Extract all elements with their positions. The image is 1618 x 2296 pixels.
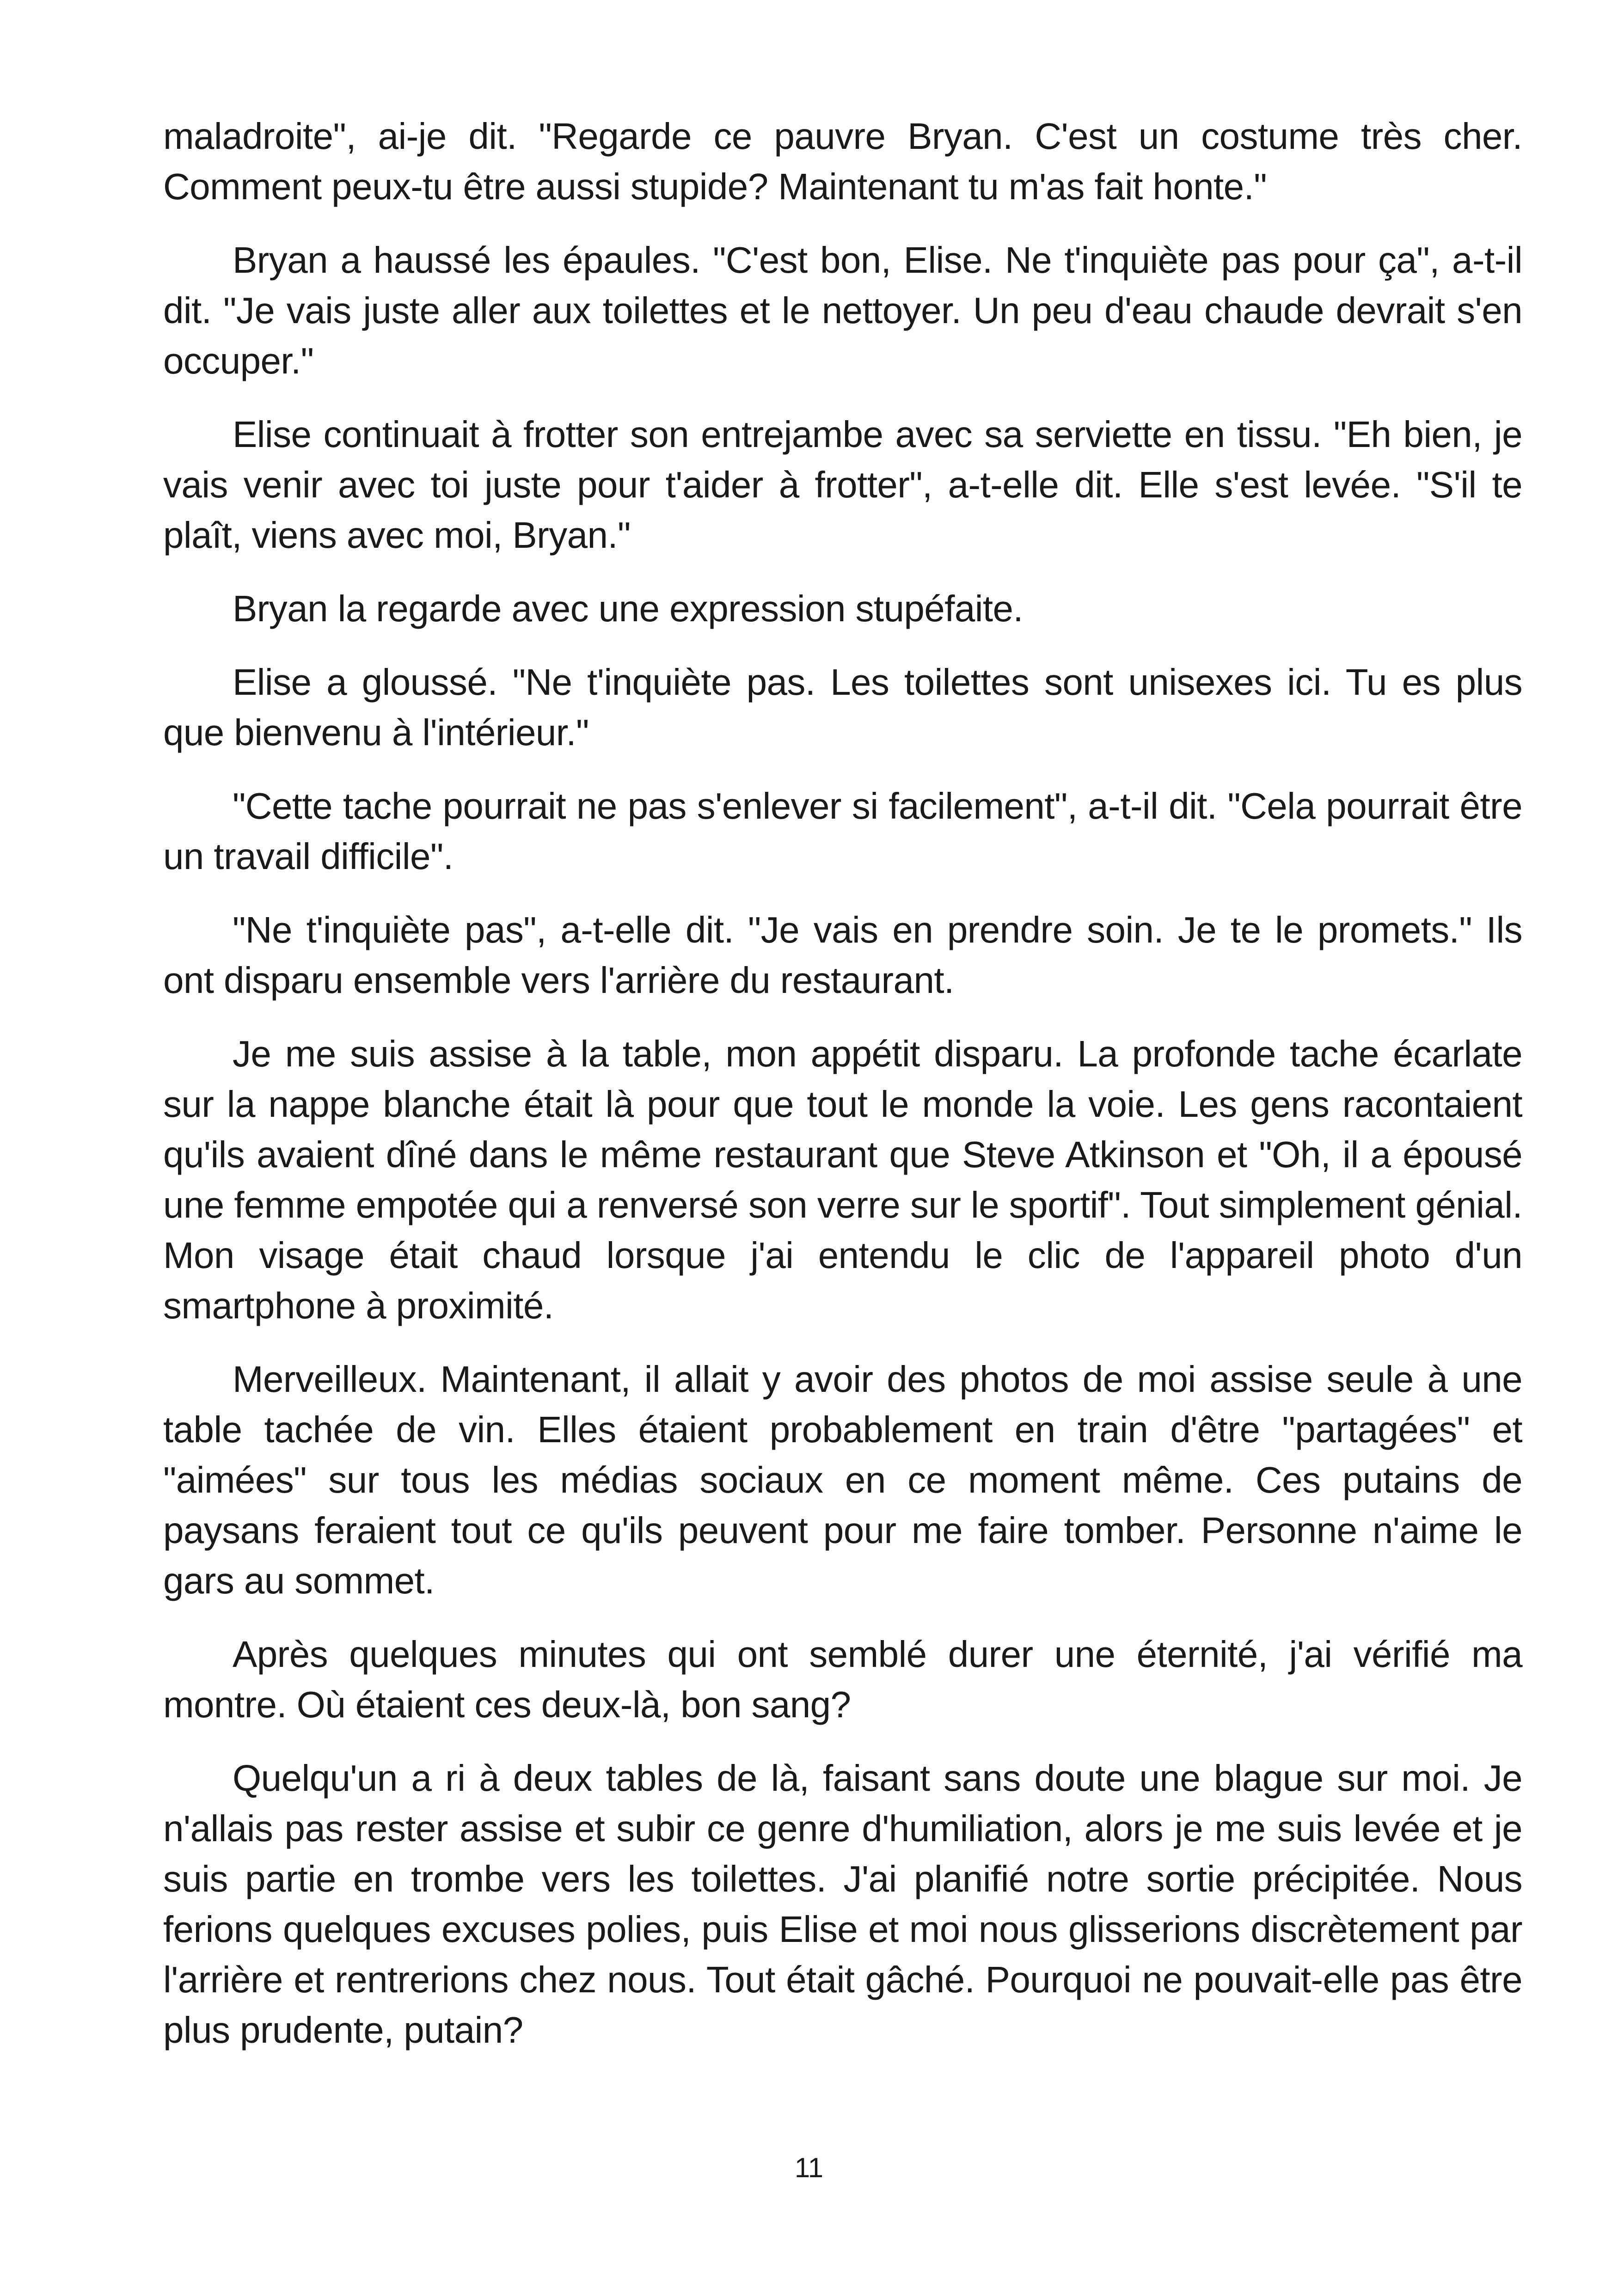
paragraph-3: Elise continuait à frotter son entrejambe avec sa serviette en tissu. "Eh bien, je vais venir avec toi juste pour t'aider à frotter", a-t-elle dit. Elle s'est levée. "S'il te plaît, viens avec moi, Bryan." bbox=[163, 414, 1522, 556]
body-text bbox=[163, 111, 1522, 2078]
paragraph-9: Merveilleux. Maintenant, il allait y avoir des photos de moi assise seule à une table tachée de vin. Elles étaient probablement en train d'être "partagées" et "aimées" sur tous les médias sociaux en ce moment même. Ces putains de paysans feraient tout ce qu'ils peuvent pour me faire tomber. Personne n'aime le gars au sommet. bbox=[163, 1359, 1522, 1601]
paragraph-10: Après quelques minutes qui ont semblé durer une éternité, j'ai vérifié ma montre. Où étaient ces deux-là, bon sang? bbox=[163, 1634, 1522, 1725]
page-number: 11 bbox=[794, 2152, 824, 2183]
paragraph-7: "Ne t'inquiète pas", a-t-elle dit. "Je vais en prendre soin. Je te le promets." Ils ont disparu ensemble vers l'arrière du restaurant. bbox=[163, 909, 1522, 1001]
paragraph-1: maladroite", ai-je dit. "Regarde ce pauvre Bryan. C'est un costume très cher. Comment peux-tu être aussi stupide? Maintenant tu m'as fait honte." bbox=[163, 116, 1522, 207]
paragraph-2: Bryan a haussé les épaules. "C'est bon, Elise. Ne t'inquiète pas pour ça", a-t-il dit. "Je vais juste aller aux toilettes et le nettoyer. Un peu d'eau chaude devrait s'en occuper." bbox=[163, 239, 1522, 381]
paragraph-11: Quelqu'un a ri à deux tables de là, faisant sans doute une blague sur moi. Je n'allais pas rester assise et subir ce genre d'humiliation, alors je me suis levée et je suis partie en trombe vers les toilettes. J'ai planifié notre sortie précipitée. Nous ferions quelques excuses polies, puis Elise et moi nous glisserions discrètement par l'arrière et rentrerions chez nous. Tout était gâché. Pourquoi ne pouvait-elle pas être plus prudente, putain? bbox=[163, 1757, 1522, 2051]
paragraph-8: Je me suis assise à la table, mon appétit disparu. La profonde tache écarlate sur la nappe blanche était là pour que tout le monde la voie. Les gens racontaient qu'ils avaient dîné dans le même restaurant que Steve Atkinson et "Oh, il a épousé une femme empotée qui a renversé son verre sur le sportif". Tout simplement génial. Mon visage était chaud lorsque j'ai entendu le clic de l'appareil photo d'un smartphone à proximité. bbox=[163, 1033, 1522, 1326]
paragraph-5: Elise a gloussé. "Ne t'inquiète pas. Les toilettes sont unisexes ici. Tu es plus que bienvenu à l'intérieur." bbox=[163, 661, 1522, 753]
paragraph-4: Bryan la regarde avec une expression stupéfaite. bbox=[233, 588, 1024, 629]
paragraph-6: "Cette tache pourrait ne pas s'enlever si facilement", a-t-il dit. "Cela pourrait être un travail difficile". bbox=[163, 785, 1522, 877]
